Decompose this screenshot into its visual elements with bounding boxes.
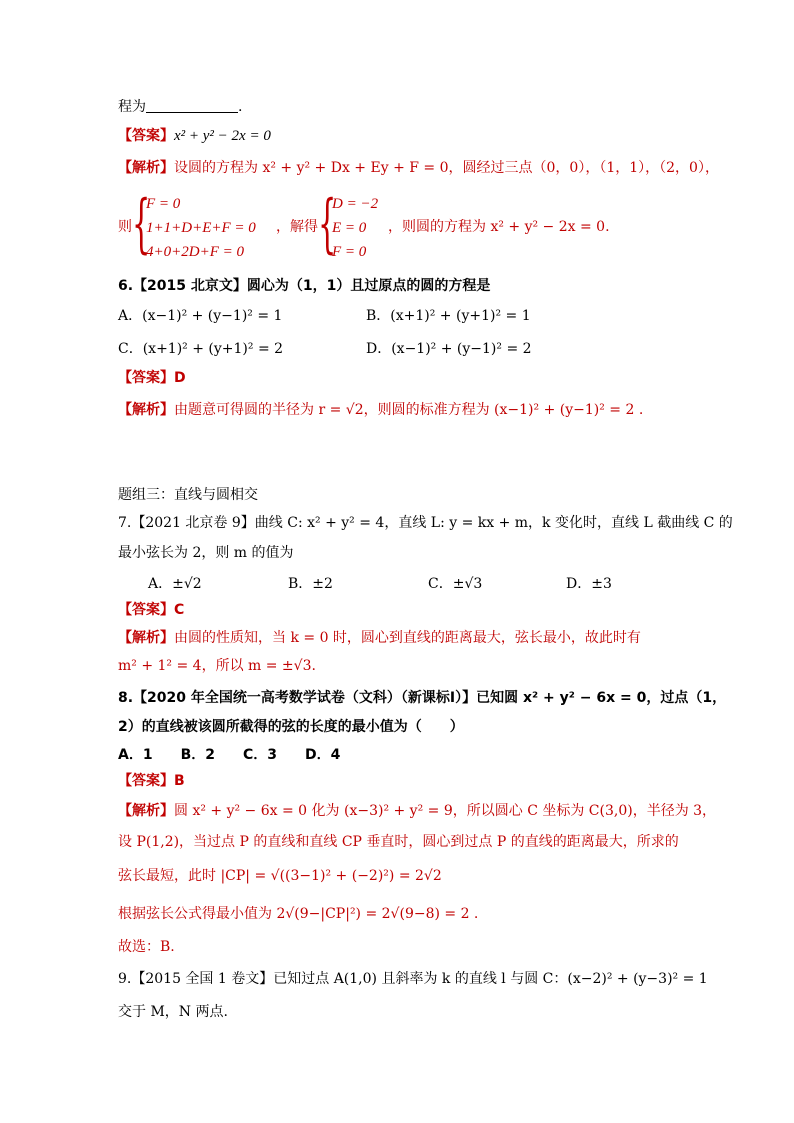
q5-solution-line1: 【解析】设圆的方程为 x² + y² + Dx + Ey + F = 0，圆经过三点（0，0），（1，1），（2，0）， <box>118 160 719 176</box>
system-2: D = −2 E = 0 F = 0 <box>332 196 379 260</box>
q8-options: A．1 B．2 C．3 D．4 <box>118 747 341 763</box>
q6-option-d: D．(x−1)² + (y−1)² = 2 <box>366 341 532 357</box>
q7-option-a: A．±√2 <box>148 576 202 592</box>
q7-option-c: C．±√3 <box>428 576 483 592</box>
q5-equation-systems: 则 { F = 0 1+1+D+E+F = 0 4+0+2D+F = 0 ，解得 { D = −2 E = 0 F = 0 ，则圆的方程为 x² + y² − 2x = 0. <box>118 192 678 262</box>
q9-stem-line2: 交于 M，N 两点. <box>118 1004 228 1020</box>
q5-stem-tail: 程为 . <box>118 99 243 115</box>
q8-solution-line2: 设 P(1,2)，当过点 P 的直线和直线 CP 垂直时，圆心到过点 P 的直线的距离最大，所求的 <box>118 834 679 850</box>
q7-solution-line1: 【解析】由圆的性质知，当 k = 0 时，圆心到直线的距离最大，弦长最小，故此时有 <box>118 630 641 646</box>
q6-option-b: B．(x+1)² + (y+1)² = 1 <box>366 308 531 324</box>
q7-option-b: B．±2 <box>288 576 333 592</box>
left-brace: { <box>318 187 337 261</box>
q8-stem-line2: 2）的直线被该圆所截得的弦的长度的最小值为（ ） <box>118 719 464 735</box>
left-brace: { <box>132 187 151 261</box>
q8-solution-line3: 弦长最短，此时 |CP| = √((3−1)² + (−2)²) = 2√2 <box>118 868 442 884</box>
q8-solution-line4: 根据弦长公式得最小值为 2√(9−|CP|²) = 2√(9−8) = 2 . <box>118 906 479 922</box>
q6-option-a: A．(x−1)² + (y−1)² = 1 <box>118 308 283 324</box>
section-heading: 题组三：直线与圆相交 <box>118 487 258 503</box>
q8-solution-line1: 【解析】圆 x² + y² − 6x = 0 化为 (x−3)² + y² = 9，所以圆心 C 坐标为 C(3,0)，半径为 3， <box>118 803 717 819</box>
q6-option-c: C．(x+1)² + (y+1)² = 2 <box>118 341 284 357</box>
q7-option-d: D．±3 <box>566 576 612 592</box>
q7-stem-line2: 最小弦长为 2，则 m 的值为 <box>118 545 294 561</box>
q8-stem-line1: 8.【2020 年全国统一高考数学试卷（文科）（新课标Ⅰ）】已知圆 x² + y² − 6x = 0，过点（1， <box>118 690 727 706</box>
q9-stem-line1: 9.【2015 全国 1 卷文】已知过点 A(1,0) 且斜率为 k 的直线 l 与圆 C：(x−2)² + (y−3)² = 1 <box>118 971 708 987</box>
system-1: F = 0 1+1+D+E+F = 0 4+0+2D+F = 0 <box>146 196 256 260</box>
q7-solution-line2: m² + 1² = 4，所以 m = ±√3. <box>118 658 316 674</box>
q5-answer <box>118 126 271 146</box>
answer-value: x² + y² − 2x = 0 <box>174 128 271 144</box>
answer-tag: 【答案】 <box>118 128 174 144</box>
q6-solution: 【解析】由题意可得圆的半径为 r = √2，则圆的标准方程为 (x−1)² + (y−1)² = 2 . <box>118 402 644 418</box>
q7-stem-line1: 7.【2021 北京卷 9】曲线 C: x² + y² = 4，直线 L: y = kx + m，k 变化时，直线 L 截曲线 C 的 <box>118 515 733 531</box>
q7-answer: 【答案】C <box>118 602 185 618</box>
q6-stem: 6.【2015 北京文】圆心为（1，1）且过原点的圆的方程是 <box>118 278 491 294</box>
q8-answer: 【答案】B <box>118 773 185 789</box>
answer-blank <box>146 98 238 113</box>
q8-solution-line5: 故选：B. <box>118 939 175 955</box>
solution-tag: 【解析】 <box>118 160 174 176</box>
q6-answer: 【答案】D <box>118 370 186 386</box>
